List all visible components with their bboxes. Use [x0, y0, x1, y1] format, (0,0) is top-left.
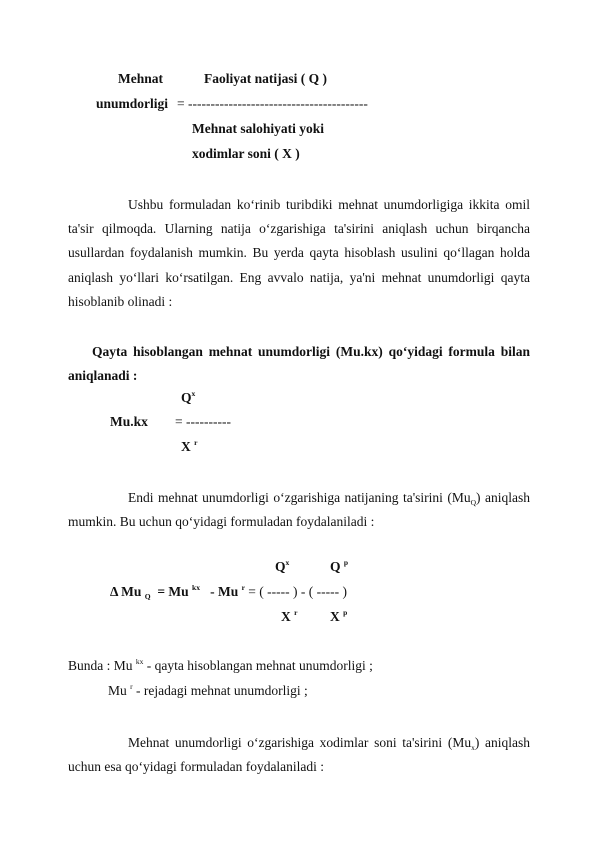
- paragraph-2: Endi mehnat unumdorligi o‘zgarishiga natijaning ta'sirini $(Mu_Q)$ aniqlash mumkin. Bu uchun qo‘yidagi formuladan foydalaniladi :: [68, 490, 530, 530]
- formula1-denominator-line2: xodimlar soni ( X ): [192, 146, 300, 161]
- bunda-line-2: Mu $^r$ - rejadagi mehnat unumdorligi ;: [108, 682, 308, 698]
- formula3-x2: X $^p$: [330, 608, 348, 624]
- formula3-main-line: Δ Mu $_Q$ = Mu $^{kx}$ - Mu $^r$ = ( ----- ) - ( ----- ): [110, 583, 347, 601]
- formula3-x1: X $^r$: [281, 608, 298, 624]
- paragraph-1-text: Ushbu formuladan ko‘rinib turibdiki mehnat unumdorligiga ikkita omil ta'sir qilmoqda. Ularning natija o‘zgarishiga ta'sirini aniqlash uchun birqancha usullardan foydalanish mumkin. Bu yerda qayta hisoblash usulini qo‘llagan holda aniqlash yo‘llari ko‘rsatilgan. Eng avvalo natija, ya'ni mehnat unumdorligi qayta hisoblanib olinadi :: [68, 197, 530, 309]
- formula1-denominator-line1: Mehnat salohiyati yoki: [192, 121, 325, 136]
- heading-2: [68, 340, 530, 388]
- formula1-lhs-line1: Mehnat: [118, 71, 163, 86]
- paragraph-1: [68, 193, 530, 314]
- formula2-lhs: Mu.kx: [110, 414, 148, 429]
- formula1-numerator: Faoliyat natijasi ( Q ): [204, 71, 327, 86]
- formula2-denominator: X $^r$: [181, 438, 198, 454]
- formula1-fraction-line: = ----------------------------------------: [177, 96, 368, 111]
- paragraph-3: Mehnat unumdorligi o‘zgarishiga xodimlar soni ta'sirini $(Mu_x)$ aniqlash uchun esa qo‘yidagi formuladan foydalaniladi :: [68, 735, 530, 775]
- formula3-q2: Q $^p$: [330, 558, 349, 574]
- formula2-fraction-line: = ----------: [175, 414, 231, 429]
- bunda-line-1: Bunda : Mu $^{kx}$ - qayta hisoblangan mehnat unumdorligi ;: [68, 657, 373, 673]
- formula3-q1: $Q^x$: [275, 558, 290, 574]
- heading-2-text: Qayta hisoblangan mehnat unumdorligi (Mu.kx) qo‘yidagi formula bilan aniqlanadi :: [68, 344, 530, 384]
- formula2-numerator: $Q^x$: [181, 389, 196, 405]
- formula1-lhs-line2: unumdorligi: [96, 96, 169, 111]
